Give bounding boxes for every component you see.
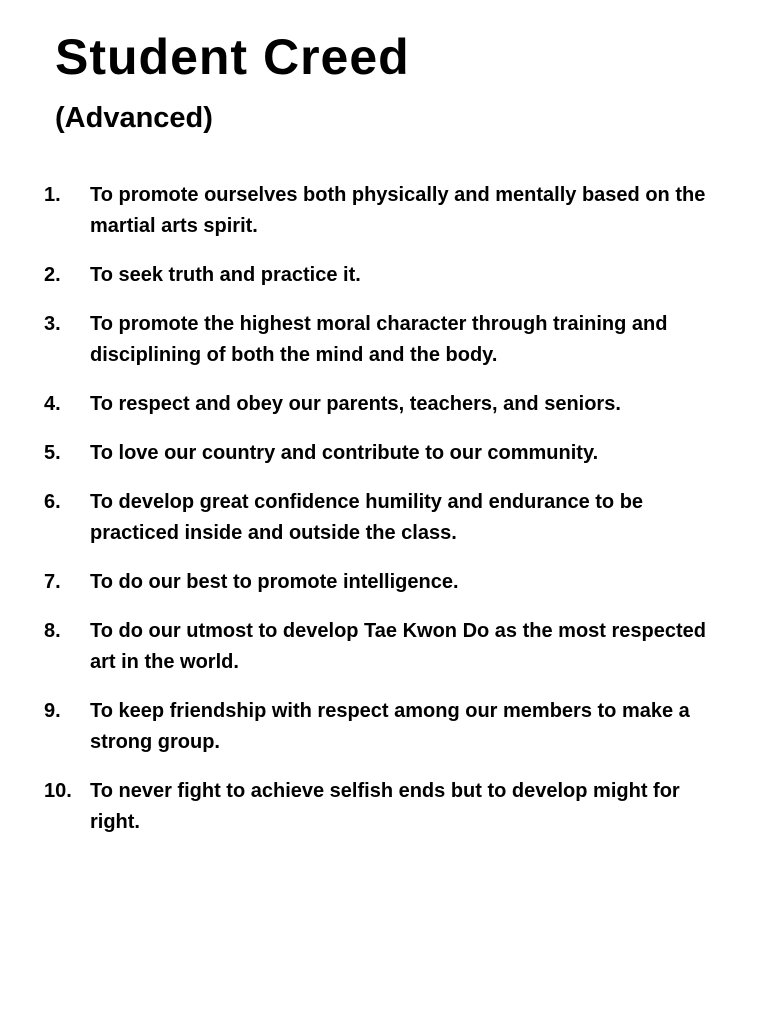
creed-item-number: 3.	[44, 313, 61, 335]
creed-item-number: 5.	[44, 442, 61, 464]
creed-item-number: 4.	[44, 393, 61, 415]
creed-item-text: To never fight to achieve selfish ends but to develop might for right.	[90, 780, 680, 833]
page-subtitle: (Advanced)	[55, 102, 213, 134]
creed-item-number: 8.	[44, 620, 61, 642]
creed-item-number: 2.	[44, 264, 61, 286]
creed-list	[44, 180, 734, 856]
creed-item	[44, 696, 734, 758]
creed-item-text: To promote the highest moral character through training and disciplining of both the mind and the body.	[90, 313, 668, 366]
creed-item-text: To promote ourselves both physically and mentally based on the martial arts spirit.	[90, 184, 706, 237]
creed-item-number: 6.	[44, 491, 61, 513]
creed-item-text: To develop great confidence humility and endurance to be practiced inside and outside the class.	[90, 491, 644, 544]
creed-item-number: 7.	[44, 571, 61, 593]
creed-item-text: To keep friendship with respect among our members to make a strong group.	[90, 700, 690, 753]
creed-item	[44, 487, 734, 549]
creed-item-text: To seek truth and practice it.	[90, 264, 361, 286]
creed-item-text: To do our best to promote intelligence.	[90, 571, 459, 593]
creed-item	[44, 567, 734, 598]
creed-item-number: 9.	[44, 700, 61, 722]
creed-item	[44, 438, 734, 469]
creed-item	[44, 260, 734, 291]
creed-item	[44, 389, 734, 420]
creed-item	[44, 776, 734, 838]
creed-item-number: 1.	[44, 184, 61, 206]
creed-item-text: To love our country and contribute to our community.	[90, 442, 599, 464]
creed-item	[44, 180, 734, 242]
creed-item	[44, 616, 734, 678]
page-title: Student Creed	[55, 29, 410, 85]
creed-item-text: To do our utmost to develop Tae Kwon Do as the most respected art in the world.	[90, 620, 706, 673]
creed-item-number: 10.	[44, 780, 72, 802]
creed-item	[44, 309, 734, 371]
creed-item-text: To respect and obey our parents, teachers, and seniors.	[90, 393, 621, 415]
